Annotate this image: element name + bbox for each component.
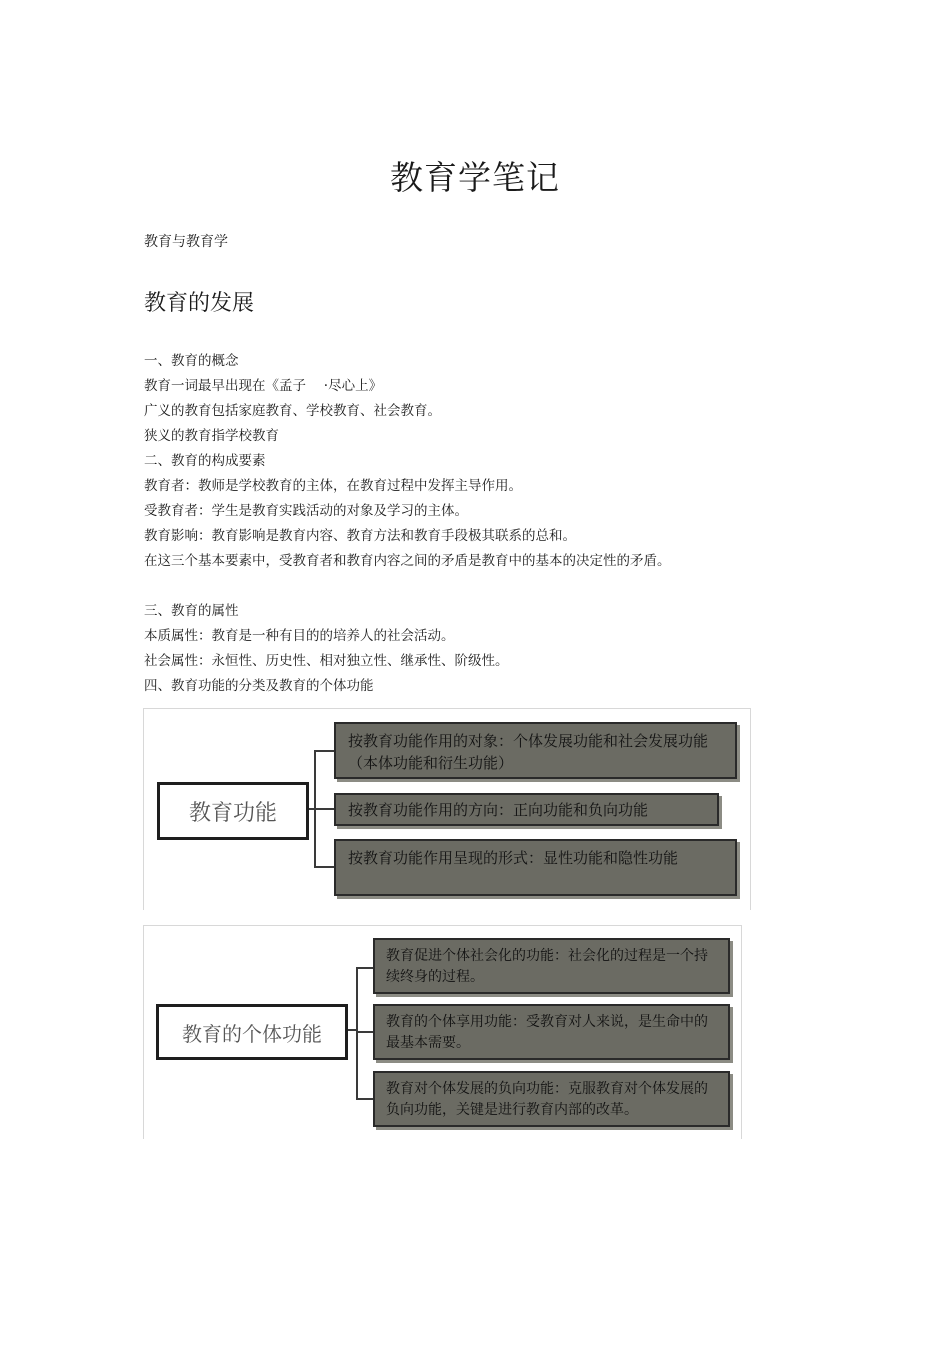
- connector-line: [314, 808, 334, 810]
- heading-elements: 二、教育的构成要素: [144, 453, 266, 469]
- diagram-education-function: [143, 708, 751, 910]
- heading-concept: 一、教育的概念: [144, 353, 239, 369]
- page-title: 教育学笔记: [390, 158, 560, 197]
- branch-box-negative: 教育对个体发展的负向功能：克服教育对个体发展的负向功能，关键是进行教育内部的改革。: [373, 1071, 730, 1127]
- text-line: 教育一词最早出现在《孟子 ·尽心上》: [144, 378, 383, 394]
- text-line: 社会属性：永恒性、历史性、相对独立性、继承性、阶级性。: [144, 653, 509, 669]
- text-line: 广义的教育包括家庭教育、学校教育、社会教育。: [144, 403, 441, 419]
- text-line: 受教育者：学生是教育实践活动的对象及学习的主体。: [144, 503, 468, 519]
- connector-line: [356, 967, 373, 969]
- text-line: 本质属性：教育是一种有目的的培养人的社会活动。: [144, 628, 455, 644]
- text-line: 在这三个基本要素中，受教育者和教育内容之间的矛盾是教育中的基本的决定性的矛盾。: [144, 553, 671, 569]
- diagram-individual-function: [143, 925, 742, 1139]
- branch-box-target: 按教育功能作用的对象：个体发展功能和社会发展功能（本体功能和衍生功能）: [334, 722, 737, 779]
- branch-box-form: 按教育功能作用呈现的形式：显性功能和隐性功能: [334, 839, 737, 896]
- branch-box-enjoyment: 教育的个体享用功能：受教育对人来说，是生命中的最基本需要。: [373, 1004, 730, 1060]
- connector-line: [314, 750, 334, 752]
- page-subtitle: 教育与教育学: [144, 234, 228, 250]
- text-line: 狭义的教育指学校教育: [144, 428, 279, 444]
- branch-box-direction: 按教育功能作用的方向：正向功能和负向功能: [334, 793, 719, 826]
- text-line: 教育影响：教育影响是教育内容、教育方法和教育手段极其联系的总和。: [144, 528, 576, 544]
- text-line: 教育者：教师是学校教育的主体，在教育过程中发挥主导作用。: [144, 478, 522, 494]
- heading-attributes: 三、教育的属性: [144, 603, 239, 619]
- diagram-main-box: 教育功能: [157, 782, 309, 840]
- section-heading: 教育的发展: [144, 291, 255, 316]
- heading-functions: 四、教育功能的分类及教育的个体功能: [144, 678, 374, 694]
- connector-line: [356, 1031, 373, 1033]
- connector-line: [356, 967, 358, 1100]
- connector-line: [314, 866, 334, 868]
- branch-box-socialization: 教育促进个体社会化的功能：社会化的过程是一个持续终身的过程。: [373, 938, 730, 994]
- diagram-main-box: 教育的个体功能: [156, 1004, 348, 1060]
- connector-line: [356, 1098, 373, 1100]
